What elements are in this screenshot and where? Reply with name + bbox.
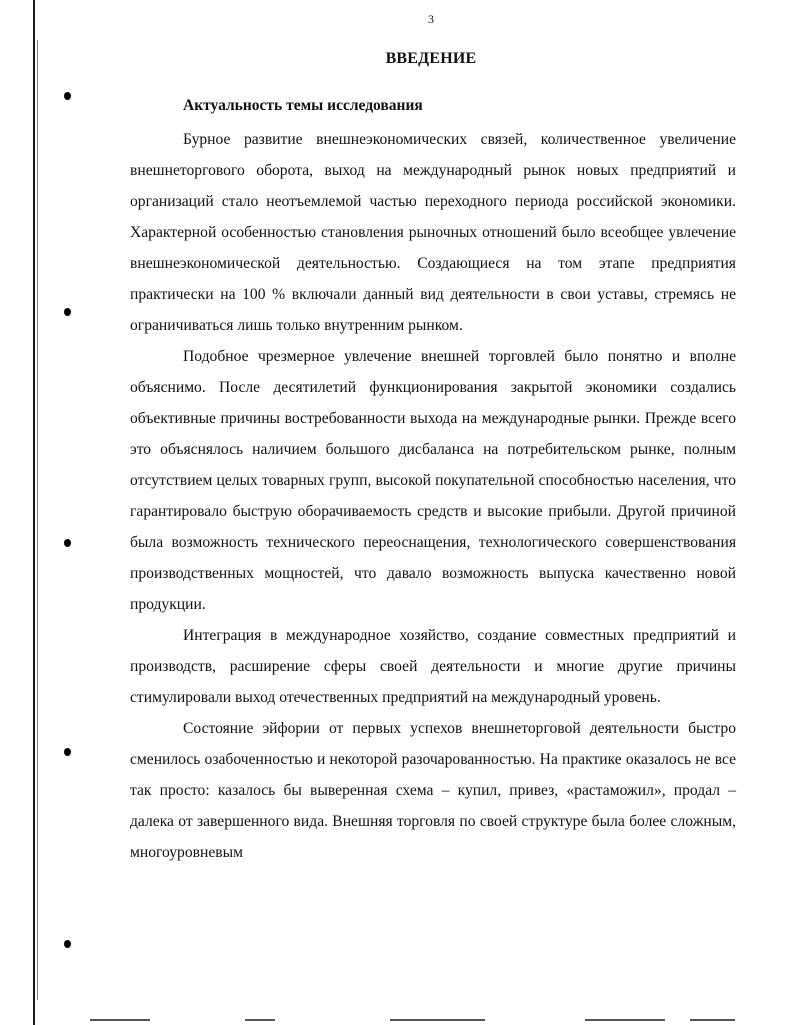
paragraph: Состояние эйфории от первых успехов внешнеторговой деятельности быстро сменилось озабоченностью и некоторой разочарованностью. На практике оказалось не все так просто: казалось бы выверенная схема – купил, привез, «растаможил», продал – далека от завершенного вида. Внешняя торговля по своей структуре была более сложным, многоуровневым xyxy=(130,720,736,861)
section-heading: Актуальность темы исследования xyxy=(183,97,423,114)
punch-hole-marker xyxy=(64,539,71,547)
punch-hole-marker xyxy=(64,748,71,756)
paragraph: Бурное развитие внешнеэкономических связей, количественное увеличение внешнеторгового оборота, выход на международный рынок новых предприятий и организаций стало неотъемлемой частью переходного периода российской экономики. Характерной особенностью становления рыночных отношений было всеобщее увлечение внешнеэкономической деятельностью. Создающиеся на том этапе предприятия практически на 100 % включали данный вид деятельности в свои уставы, стремясь не ограничиваться лишь только внутренним рынком. xyxy=(130,131,736,334)
scan-noise xyxy=(90,1019,150,1021)
page-title: ВВЕДЕНИЕ xyxy=(385,50,477,67)
punch-hole-marker xyxy=(64,308,71,316)
scan-binding-edge xyxy=(33,0,35,1025)
body-text xyxy=(130,124,736,868)
scan-binding-shadow xyxy=(37,40,38,1000)
scan-noise xyxy=(245,1019,275,1021)
scan-noise xyxy=(390,1019,485,1021)
paragraph: Интеграция в международное хозяйство, создание совместных предприятий и производств, расширение сферы своей деятельности и многие другие причины стимулировали выход отечественных предприятий на международный уровень. xyxy=(130,627,736,706)
page-number: 3 xyxy=(428,12,434,26)
paragraph: Подобное чрезмерное увлечение внешней торговлей было понятно и вполне объяснимо. После десятилетий функционирования закрытой экономики создались объективные причины востребованности выхода на международные рынки. Прежде всего это объяснялось наличием большого дисбаланса на потребительском рынке, полным отсутствием целых товарных групп, высокой покупательной способностью населения, что гарантировало быструю оборачиваемость средств и высокие прибыли. Другой причиной была возможность технического переоснащения, технологического совершенствования производственных мощностей, что давало возможность выпуска качественно новой продукции. xyxy=(130,348,736,613)
scan-noise xyxy=(585,1019,665,1021)
scan-noise xyxy=(690,1019,735,1021)
punch-hole-marker xyxy=(64,940,71,948)
punch-hole-marker xyxy=(64,92,71,100)
